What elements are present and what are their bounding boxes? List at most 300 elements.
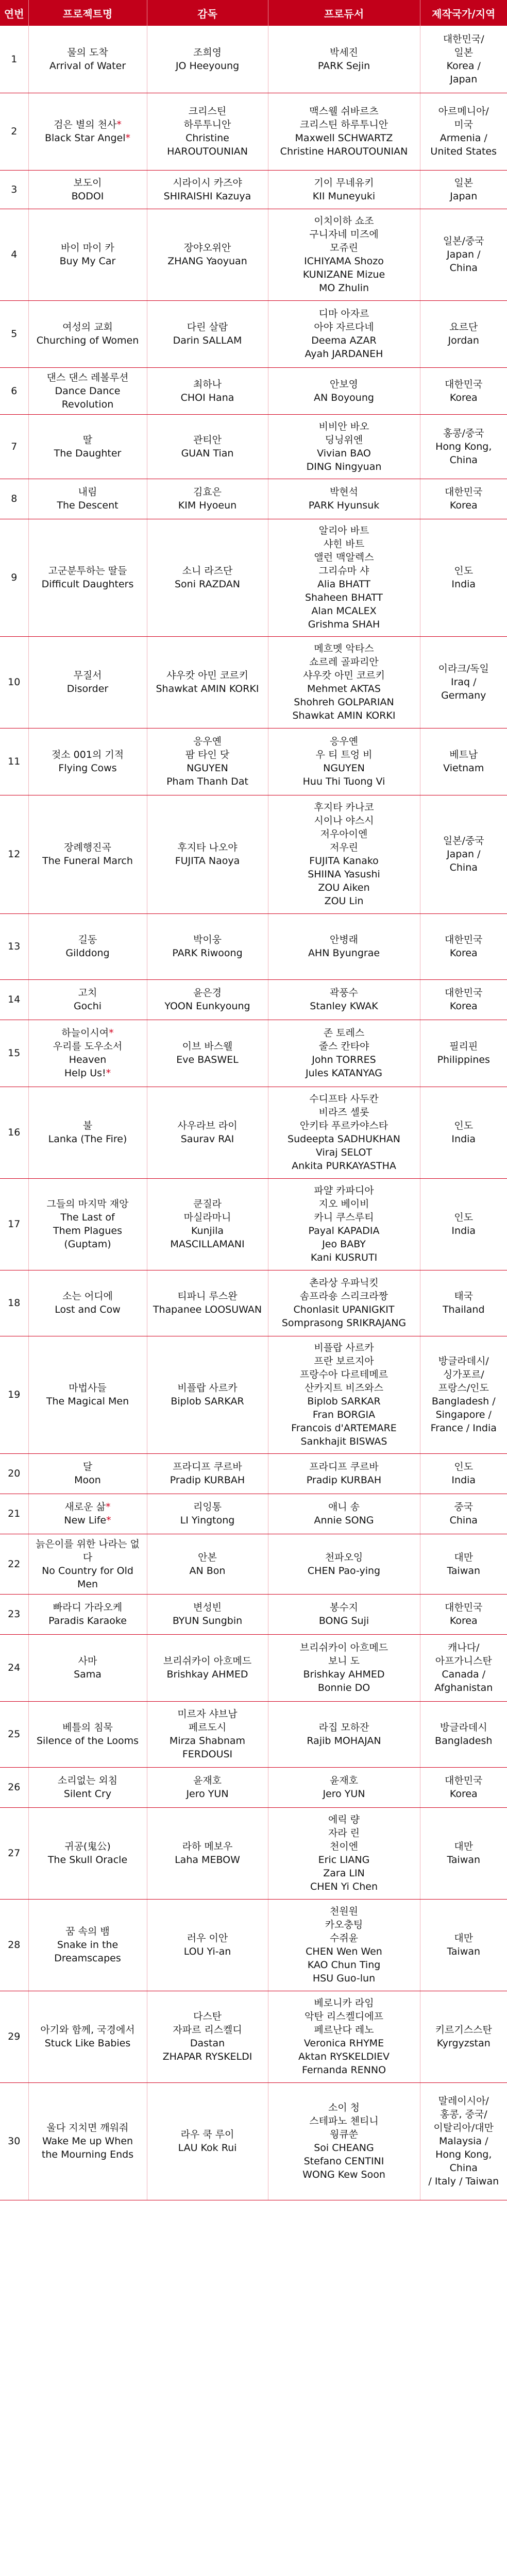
cell-no: 29: [0, 1991, 28, 2082]
cell-country-line: China: [449, 262, 478, 274]
cell-country: [420, 913, 507, 979]
cell-director: [147, 1899, 268, 1991]
cell-no: 15: [0, 1020, 28, 1087]
cell-no: 27: [0, 1807, 28, 1899]
cell-producer-line: Soi CHEANG: [314, 2142, 374, 2154]
cell-title: [28, 1701, 147, 1767]
cell-country-line: India: [451, 579, 476, 590]
cell-title: [28, 1494, 147, 1534]
cell-title: [28, 170, 147, 209]
cell-title-line: Arrival of Water: [49, 60, 126, 72]
cell-country: [420, 1087, 507, 1178]
cell-title-line: Flying Cows: [58, 762, 117, 774]
table-row: [0, 979, 507, 1020]
cell-title-line: 무질서: [73, 670, 102, 681]
cell-director-line: 크리스틴: [188, 106, 227, 117]
cell-director-line: NGUYEN: [187, 762, 228, 774]
cell-producer-line: PARK Sejin: [317, 60, 370, 72]
cell-producer-line: Aktan RYSKELDIEV: [298, 2051, 390, 2062]
cell-country-line: 대만: [454, 1551, 474, 1563]
cell-producer: [268, 795, 420, 913]
cell-producer-line: 앨런 맥알렉스: [314, 552, 374, 563]
cell-country-line: 말레이시아/: [438, 2095, 489, 2107]
cell-director-line: 시라이시 카즈야: [173, 177, 242, 189]
cell-title-line: 빠라디 가라오케: [53, 1602, 123, 1613]
cell-producer: [268, 1494, 420, 1534]
cell-country-line: Japan: [450, 190, 478, 202]
cell-title-line: Wake Me up When: [42, 2136, 133, 2147]
cell-producer-line: 봉수지: [329, 1602, 359, 1613]
cell-country-line: 일본: [454, 46, 474, 58]
asterisk-mark: *: [106, 1067, 111, 1079]
cell-producer-line: Jules KATANYAG: [305, 1067, 383, 1079]
cell-title-line: BODOI: [71, 190, 104, 202]
cell-producer-line: HSU Guo-lun: [312, 1973, 376, 1984]
table-row: [0, 1336, 507, 1453]
cell-no: 6: [0, 367, 28, 414]
cell-title-line: The Magical Men: [46, 1396, 129, 1407]
cell-country: [420, 93, 507, 170]
cell-title-line: Difficult Daughters: [41, 579, 134, 590]
cell-title-line: Them Plagues: [53, 1225, 122, 1236]
cell-producer-line: 모쥬린: [329, 242, 359, 253]
cell-country-line: 대한민국: [445, 378, 483, 390]
cell-country-line: Vietnam: [443, 762, 484, 774]
cell-director: [147, 1270, 268, 1336]
cell-country-line: Korea /: [446, 60, 481, 72]
cell-director-line: BYUN Sungbin: [172, 1615, 243, 1626]
cell-director-line: 팜 타인 닷: [185, 749, 230, 760]
table-row: [0, 1701, 507, 1767]
cell-producer-line: 프랑수아 다르테메르: [299, 1369, 388, 1380]
cell-no: 3: [0, 170, 28, 209]
cell-director: [147, 1991, 268, 2082]
cell-country-line: India: [451, 1133, 476, 1145]
cell-producer-line: Sankhajit BISWAS: [300, 1436, 387, 1447]
cell-director-line: 비플랍 사르카: [177, 1382, 238, 1394]
cell-title-line: 소는 어디에: [62, 1291, 113, 1302]
cell-producer-line: Viraj SELOT: [315, 1147, 373, 1158]
cell-producer-line: 웡큐쑨: [329, 2129, 359, 2140]
cell-director: [147, 93, 268, 170]
cell-producer-line: Vivian BAO: [317, 447, 371, 459]
cell-director-line: ZHAPAR RYSKELDI: [162, 2051, 252, 2062]
cell-director: [147, 1767, 268, 1807]
cell-director-line: 변성빈: [193, 1602, 222, 1613]
cell-producer: [268, 1020, 420, 1087]
cell-producer-line: Pradip KURBAH: [306, 1475, 382, 1486]
cell-title-line: Dreamscapes: [54, 1953, 121, 1964]
cell-director: [147, 1453, 268, 1494]
table-row: [0, 479, 507, 519]
cell-country-line: Armenia /: [440, 132, 487, 144]
cell-country-line: 인도: [454, 1461, 474, 1472]
cell-producer: [268, 636, 420, 728]
cell-producer-line: 안키타 푸르카야스타: [299, 1120, 388, 1131]
cell-title-line: 늙은이를 위한 나라는 없다: [36, 1538, 140, 1563]
cell-country-line: Hong Kong,: [435, 2149, 492, 2160]
cell-no: 30: [0, 2082, 28, 2200]
table-row: [0, 209, 507, 300]
cell-country: [420, 2082, 507, 2200]
cell-title-line: 딸: [82, 434, 93, 446]
cell-country-line: 방글라데시/: [438, 1355, 489, 1367]
cell-director-line: 박이웅: [193, 934, 222, 945]
cell-title: [28, 519, 147, 636]
table-row: [0, 1899, 507, 1991]
cell-country-line: 대한민국: [445, 934, 483, 945]
cell-no: 10: [0, 636, 28, 728]
cell-director: [147, 1336, 268, 1453]
cell-country-line: 태국: [454, 1291, 474, 1302]
cell-country-line: 중국: [454, 1501, 474, 1513]
cell-producer: [268, 300, 420, 367]
cell-director-line: 사우라브 라이: [177, 1120, 238, 1131]
cell-director-line: Kunjila: [191, 1225, 224, 1236]
cell-no: 12: [0, 795, 28, 913]
cell-director-line: LI Yingtong: [180, 1515, 235, 1526]
cell-title-line: 불: [82, 1120, 93, 1131]
cell-country-line: 일본: [454, 177, 474, 189]
cell-producer-line: 악탄 리스켈디에프: [305, 2011, 383, 2022]
cell-producer-line: 보니 도: [328, 1655, 360, 1667]
cell-title-line: 새로운 삶*: [64, 1501, 111, 1513]
cell-director-line: AN Bon: [189, 1565, 226, 1577]
cell-country-line: 싱가포르/: [443, 1369, 484, 1380]
cell-country-line: Japan: [450, 73, 478, 85]
cell-country-line: 아르메니아/: [438, 106, 489, 117]
cell-producer-line: 기이 무네유키: [314, 177, 374, 189]
cell-director: [147, 913, 268, 979]
cell-producer-line: KII Muneyuki: [312, 190, 376, 202]
cell-producer-line: Huu Thi Tuong Vi: [302, 776, 385, 787]
cell-country: [420, 1020, 507, 1087]
table-row: [0, 1087, 507, 1178]
cell-title-line: 소리없는 외침: [57, 1775, 118, 1786]
cell-producer-line: Stefano CENTINI: [303, 2156, 384, 2167]
cell-producer-line: 파얄 카파디아: [314, 1185, 374, 1196]
cell-producer-line: Fernanda RENNO: [301, 2064, 386, 2076]
cell-title-line: Disorder: [66, 683, 109, 694]
cell-title-line: Lanka (The Fire): [48, 1133, 127, 1145]
cell-title-line: 댄스 댄스 레볼루션: [46, 371, 129, 383]
cell-country-line: 이탈리아/대만: [433, 2122, 494, 2133]
cell-producer-line: Fran BORGIA: [312, 1409, 376, 1420]
cell-title-line: The Funeral March: [42, 855, 133, 867]
cell-director-line: LAU Kok Rui: [178, 2142, 237, 2154]
cell-producer: [268, 1767, 420, 1807]
cell-country-line: 인도: [454, 1212, 474, 1223]
table-row: [0, 414, 507, 479]
cell-title: [28, 1270, 147, 1336]
cell-country-line: Taiwan: [447, 1946, 481, 1957]
cell-title: [28, 728, 147, 795]
cell-title: [28, 2082, 147, 2200]
cell-producer: [268, 1899, 420, 1991]
cell-country-line: Bangladesh /: [431, 1396, 496, 1407]
cell-producer-line: Francois d'ARTEMARE: [291, 1422, 397, 1434]
cell-director-line: 다린 살람: [187, 321, 228, 333]
cell-director-line: Shawkat AMIN KORKI: [156, 683, 259, 694]
cell-title-line: 보도이: [73, 177, 102, 189]
cell-producer-line: 에릭 량: [328, 1814, 360, 1825]
cell-producer: [268, 1634, 420, 1701]
cell-producer: [268, 913, 420, 979]
cell-director-line: 샤우캇 아민 코르키: [166, 670, 248, 681]
cell-country-line: China: [449, 862, 478, 873]
cell-title-line: 길동: [78, 934, 97, 945]
cell-no: 25: [0, 1701, 28, 1767]
cell-director: [147, 209, 268, 300]
cell-director: [147, 479, 268, 519]
cell-producer-line: Shohreh GOLPARIAN: [294, 697, 394, 708]
cell-country-line: Japan /: [447, 249, 481, 260]
cell-director: [147, 728, 268, 795]
cell-producer-line: Somprasong SRIKRAJANG: [281, 1317, 407, 1329]
cell-producer-line: Sudeepta SADHUKHAN: [288, 1133, 400, 1145]
cell-director-line: MASCILLAMANI: [170, 1239, 245, 1250]
cell-country-line: 일본/중국: [443, 235, 484, 247]
cell-producer: [268, 1701, 420, 1767]
cell-producer-line: Kani KUSRUTI: [310, 1252, 378, 1263]
cell-title: [28, 1336, 147, 1453]
cell-country-line: Korea: [449, 1001, 478, 1012]
cell-title: [28, 1807, 147, 1899]
cell-producer-line: Annie SONG: [314, 1515, 374, 1526]
cell-country-line: Korea: [449, 1615, 478, 1626]
cell-director: [147, 1634, 268, 1701]
cell-country: [420, 1270, 507, 1336]
asterisk-mark: *: [105, 1501, 111, 1513]
cell-title: [28, 300, 147, 367]
cell-title-line: Sama: [74, 1669, 102, 1680]
cell-director-line: Biplob SARKAR: [171, 1396, 244, 1407]
cell-no: 26: [0, 1767, 28, 1807]
cell-director: [147, 414, 268, 479]
cell-producer-line: Shaheen BHATT: [305, 592, 383, 603]
cell-producer-line: Eric LIANG: [318, 1854, 370, 1866]
cell-director-line: 자파르 리스켈디: [173, 2024, 242, 2036]
cell-country: [420, 979, 507, 1020]
table-row: [0, 93, 507, 170]
cell-director: [147, 1494, 268, 1534]
cell-title: [28, 1087, 147, 1178]
cell-country: [420, 1336, 507, 1453]
cell-title-line: Moon: [74, 1475, 101, 1486]
cell-title: [28, 1534, 147, 1594]
cell-director-line: 미르자 샤브남: [177, 1708, 238, 1720]
cell-director-line: 응우옌: [193, 736, 222, 747]
cell-director-line: 쿤질라: [193, 1198, 222, 1210]
cell-title-line: 여성의 교회: [62, 321, 113, 333]
cell-title-line: Churching of Women: [36, 335, 139, 346]
cell-director-line: CHOI Hana: [180, 392, 234, 403]
cell-producer-line: DING Ningyuan: [306, 461, 382, 472]
cell-producer: [268, 414, 420, 479]
cell-country-line: 요르단: [449, 321, 478, 333]
cell-producer-line: 소이 청: [328, 2102, 360, 2113]
cell-producer-line: 비비안 바오: [318, 420, 369, 432]
cell-director: [147, 1178, 268, 1270]
cell-producer-line: 카오충팅: [325, 1919, 363, 1930]
cell-producer: [268, 170, 420, 209]
cell-no: 24: [0, 1634, 28, 1701]
cell-producer-line: 쇼르레 골파리안: [309, 656, 379, 668]
cell-title-line: Stuck Like Babies: [44, 2038, 131, 2049]
cell-title: [28, 795, 147, 913]
table-row: [0, 636, 507, 728]
cell-producer-line: 스테파노 첸티니: [309, 2115, 379, 2127]
cell-producer-line: Christine HAROUTOUNIAN: [280, 146, 408, 157]
cell-producer: [268, 519, 420, 636]
cell-producer-line: 브리쉬카이 아흐메드: [299, 1642, 388, 1653]
cell-director-line: HAROUTOUNIAN: [167, 146, 248, 157]
cell-country-line: 일본/중국: [443, 835, 484, 846]
cell-country-line: Philippines: [437, 1054, 490, 1065]
cell-title: [28, 414, 147, 479]
cell-producer-line: 윤재호: [329, 1775, 359, 1786]
cell-director-line: 브리쉬카이 아흐메드: [163, 1655, 252, 1667]
cell-no: 14: [0, 979, 28, 1020]
cell-producer: [268, 93, 420, 170]
cell-country: [420, 1594, 507, 1634]
header-producer: 프로듀서: [268, 0, 420, 26]
table-row: [0, 170, 507, 209]
cell-country-line: 미국: [454, 119, 474, 130]
cell-country-line: Malaysia /: [439, 2136, 488, 2147]
table-row: [0, 1494, 507, 1534]
cell-director-line: 장야오위안: [183, 242, 231, 253]
cell-country-line: Taiwan: [447, 1565, 481, 1577]
cell-title-line: 젖소 001의 기적: [51, 749, 124, 760]
cell-director-line: 마실라마니: [183, 1212, 231, 1223]
cell-producer-line: 지오 베이비: [318, 1198, 369, 1210]
cell-country: [420, 1991, 507, 2082]
cell-country-line: 필리핀: [449, 1041, 478, 1052]
cell-director: [147, 979, 268, 1020]
cell-title: [28, 1634, 147, 1701]
cell-producer: [268, 367, 420, 414]
cell-country-line: China: [449, 1515, 478, 1526]
header-no: 연번: [0, 0, 28, 26]
cell-producer-line: Deema AZAR: [311, 335, 377, 346]
cell-no: 22: [0, 1534, 28, 1594]
cell-producer-line: 천이엔: [329, 1841, 359, 1852]
cell-producer-line: 산카지트 비즈와스: [305, 1382, 383, 1394]
cell-producer-line: Chonlasit UPANIGKIT: [293, 1304, 395, 1315]
cell-producer-line: 프라디프 쿠르바: [309, 1461, 379, 1472]
cell-country-line: India: [451, 1475, 476, 1486]
cell-no: 19: [0, 1336, 28, 1453]
cell-country-line: 이라크/독일: [438, 663, 489, 674]
cell-director-line: 관티안: [193, 434, 222, 446]
cell-title-line: 울다 지치면 깨워줘: [46, 2122, 129, 2133]
cell-title-line: The Descent: [57, 500, 119, 511]
cell-director: [147, 795, 268, 913]
cell-director-line: LOU Yi-an: [183, 1946, 231, 1957]
cell-producer-line: 존 토레스: [323, 1027, 365, 1039]
cell-title-line: Paradis Karaoke: [48, 1615, 127, 1626]
cell-country-line: Afghanistan: [434, 1682, 493, 1693]
cell-director-line: 윤은경: [193, 987, 222, 998]
cell-director-line: Pham Thanh Dat: [166, 776, 248, 787]
cell-country-line: Jordan: [448, 335, 479, 346]
cell-title: [28, 1453, 147, 1494]
cell-producer-line: 맥스웰 쉬바르츠: [309, 106, 379, 117]
cell-producer-line: Biplob SARKAR: [307, 1396, 381, 1407]
cell-country-line: France / India: [430, 1422, 497, 1434]
cell-director: [147, 1534, 268, 1594]
cell-country: [420, 519, 507, 636]
cell-title-line: Heaven: [69, 1054, 107, 1065]
cell-no: 1: [0, 26, 28, 93]
cell-title-line: The Daughter: [54, 447, 122, 459]
table-row: [0, 1991, 507, 2082]
table-row: [0, 2082, 507, 2200]
cell-director: [147, 1701, 268, 1767]
cell-producer-line: 카니 쿠스루티: [314, 1212, 374, 1223]
cell-title-line: New Life*: [64, 1515, 111, 1526]
cell-title-line: 아기와 함께, 국경에서: [40, 2024, 135, 2036]
cell-title-line: 검은 별의 천사*: [54, 119, 122, 130]
cell-producer-line: KUNIZANE Mizue: [302, 269, 385, 280]
cell-producer-line: ZOU Lin: [324, 895, 364, 907]
cell-producer-line: 안병래: [329, 934, 359, 945]
cell-producer-line: 박현석: [329, 486, 359, 498]
cell-title-line: 우리를 도우소서: [53, 1041, 123, 1052]
cell-producer-line: Ankita PURKAYASTHA: [292, 1160, 396, 1172]
cell-producer-line: 알리아 바트: [318, 525, 369, 536]
cell-country-line: / Italy / Taiwan: [428, 2176, 499, 2187]
cell-director-line: KIM Hyoeun: [178, 500, 237, 511]
cell-producer-line: 페르난다 레노: [314, 2024, 374, 2036]
cell-producer: [268, 1336, 420, 1453]
cell-director-line: 리잉통: [193, 1501, 222, 1513]
cell-producer-line: MO Zhulin: [318, 282, 369, 294]
table-row: [0, 1767, 507, 1807]
cell-no: 13: [0, 913, 28, 979]
cell-director-line: 조희영: [193, 46, 222, 58]
cell-director-line: Darin SALLAM: [173, 335, 242, 346]
cell-director-line: 이브 바스웰: [182, 1041, 233, 1052]
cell-producer: [268, 1178, 420, 1270]
cell-producer: [268, 26, 420, 93]
cell-producer-line: Ayah JARDANEH: [305, 348, 383, 360]
cell-producer-line: 이치이하 쇼조: [314, 215, 374, 227]
cell-producer-line: 그리슈마 샤: [318, 565, 369, 577]
cell-title-line: 바이 마이 카: [61, 242, 114, 253]
table-row: [0, 795, 507, 913]
cell-producer: [268, 1991, 420, 2082]
cell-country-line: Singapore /: [435, 1409, 492, 1420]
cell-producer-line: 수디프타 사두칸: [309, 1093, 379, 1105]
cell-no: 17: [0, 1178, 28, 1270]
cell-country-line: 대만: [454, 1841, 474, 1852]
cell-director-line: PARK Riwoong: [172, 947, 243, 959]
header-title: 프로젝트명: [28, 0, 147, 26]
cell-director-line: Laha MEBOW: [175, 1854, 240, 1866]
cell-director-line: 소니 라즈단: [182, 565, 233, 577]
cell-producer: [268, 479, 420, 519]
cell-country-line: Japan /: [447, 849, 481, 860]
cell-title: [28, 26, 147, 93]
cell-director-line: ZHANG Yaoyuan: [167, 256, 247, 267]
cell-producer-line: 후지타 카나코: [314, 802, 374, 813]
cell-director-line: GUAN Tian: [181, 447, 234, 459]
cell-country: [420, 1701, 507, 1767]
cell-country-line: 아프가니스탄: [435, 1655, 492, 1667]
cell-country-line: 대한민국/: [443, 33, 484, 45]
